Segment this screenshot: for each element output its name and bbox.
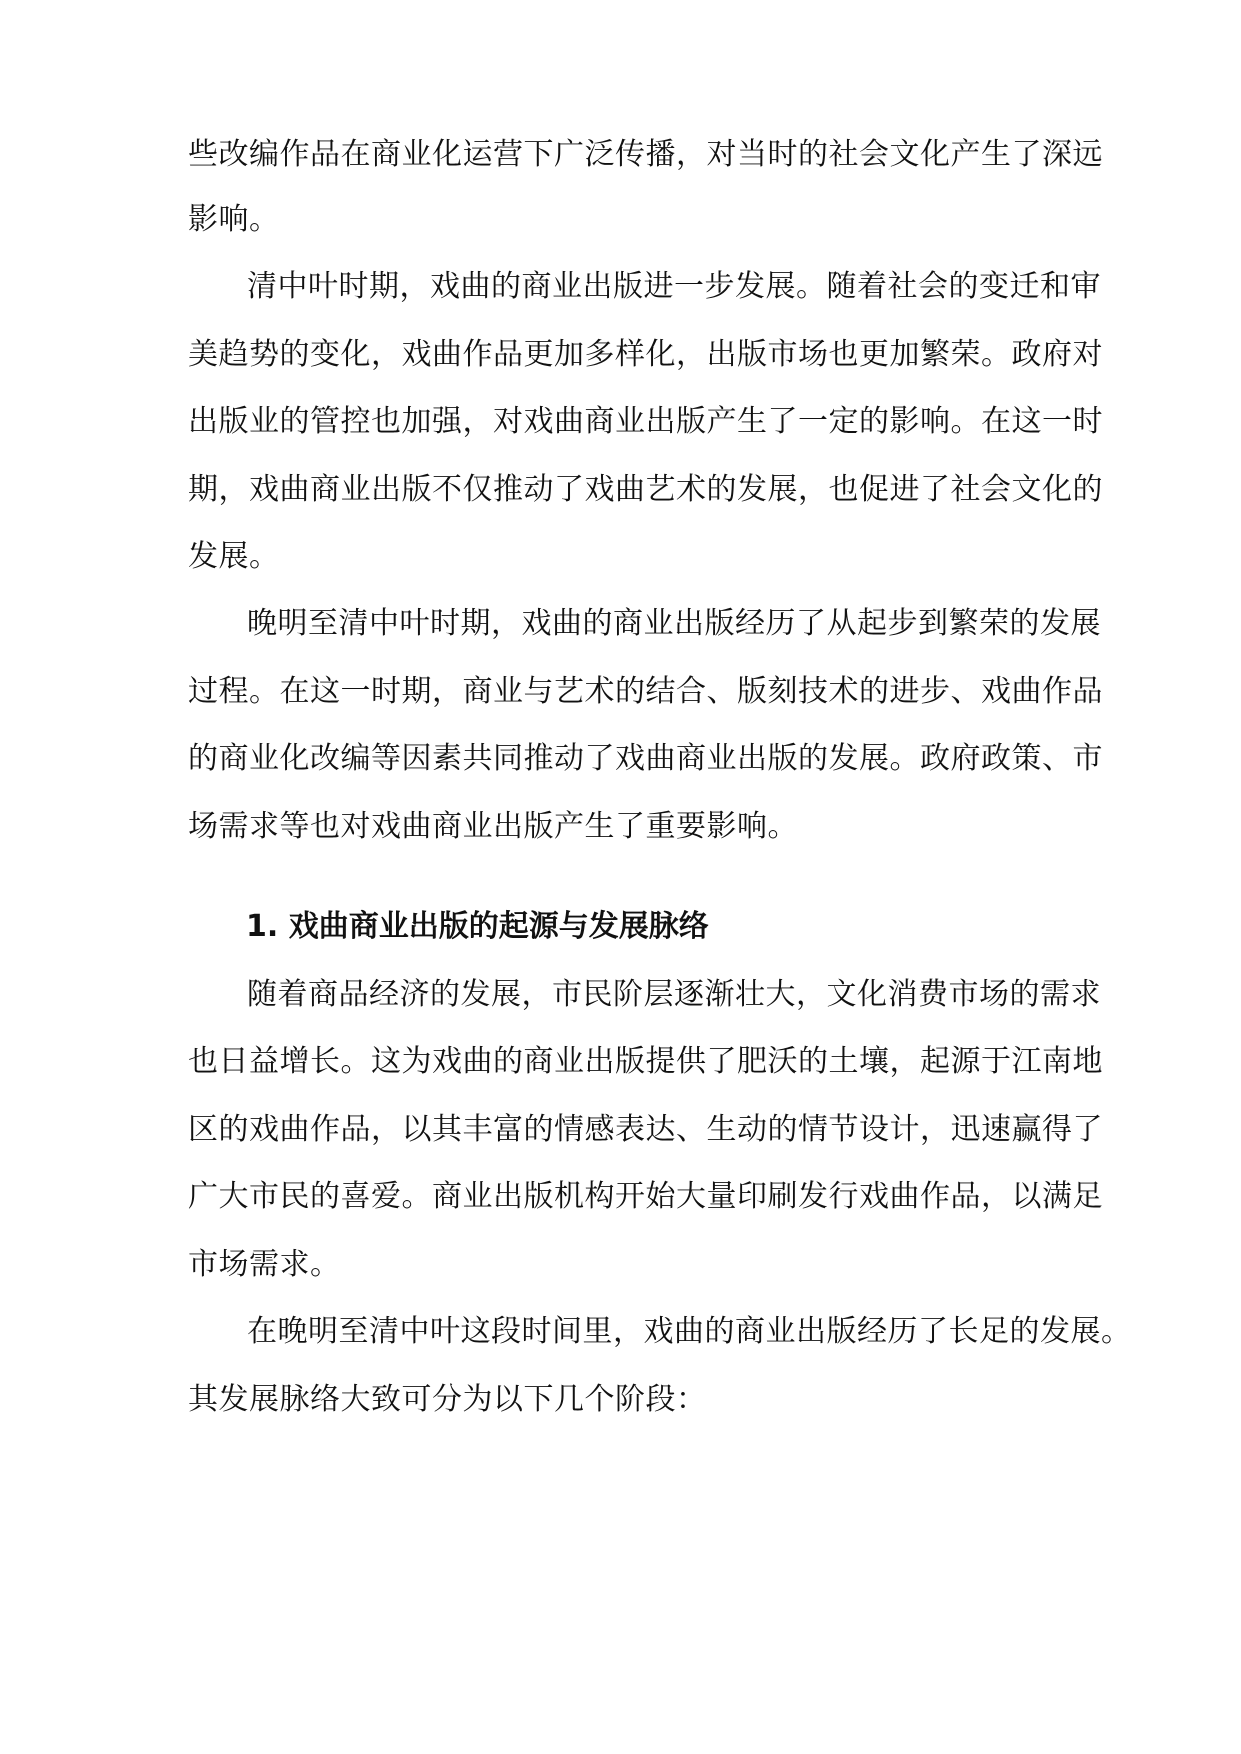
- text-line: 的商业化改编等因素共同推动了戏曲商业出版的发展。政府政策、市: [188, 741, 1103, 776]
- text-line: 发展。: [188, 539, 280, 574]
- text-line: 过程。在这一时期，商业与艺术的结合、版刻技术的进步、戏曲作品: [188, 674, 1103, 709]
- text-line: 区的戏曲作品，以其丰富的情感表达、生动的情节设计，迅速赢得了: [188, 1112, 1103, 1147]
- text-line: 市场需求。: [188, 1247, 341, 1282]
- text-line: 期，戏曲商业出版不仅推动了戏曲艺术的发展，也促进了社会文化的: [188, 472, 1103, 507]
- text-line: 随着商品经济的发展，市民阶层逐渐壮大，文化消费市场的需求: [247, 977, 1101, 1012]
- section-heading: 1. 戏曲商业出版的起源与发展脉络: [246, 909, 709, 944]
- text-line: 美趋势的变化，戏曲作品更加多样化，出版市场也更加繁荣。政府对: [188, 337, 1103, 372]
- text-line: 场需求等也对戏曲商业出版产生了重要影响。: [188, 809, 798, 844]
- text-line: 广大市民的喜爱。商业出版机构开始大量印刷发行戏曲作品，以满足: [188, 1179, 1103, 1214]
- text-line: 清中叶时期，戏曲的商业出版进一步发展。随着社会的变迁和审: [247, 269, 1101, 304]
- text-line: 在晚明至清中叶这段时间里，戏曲的商业出版经历了长足的发展。: [247, 1314, 1132, 1349]
- text-line: 出版业的管控也加强，对戏曲商业出版产生了一定的影响。在这一时: [188, 404, 1103, 439]
- text-line: 影响。: [188, 202, 280, 237]
- text-line: 其发展脉络大致可分为以下几个阶段：: [188, 1382, 707, 1417]
- text-line: 些改编作品在商业化运营下广泛传播，对当时的社会文化产生了深远: [188, 137, 1103, 172]
- text-line: 也日益增长。这为戏曲的商业出版提供了肥沃的土壤，起源于江南地: [188, 1044, 1103, 1079]
- text-line: 晚明至清中叶时期，戏曲的商业出版经历了从起步到繁荣的发展: [247, 606, 1101, 641]
